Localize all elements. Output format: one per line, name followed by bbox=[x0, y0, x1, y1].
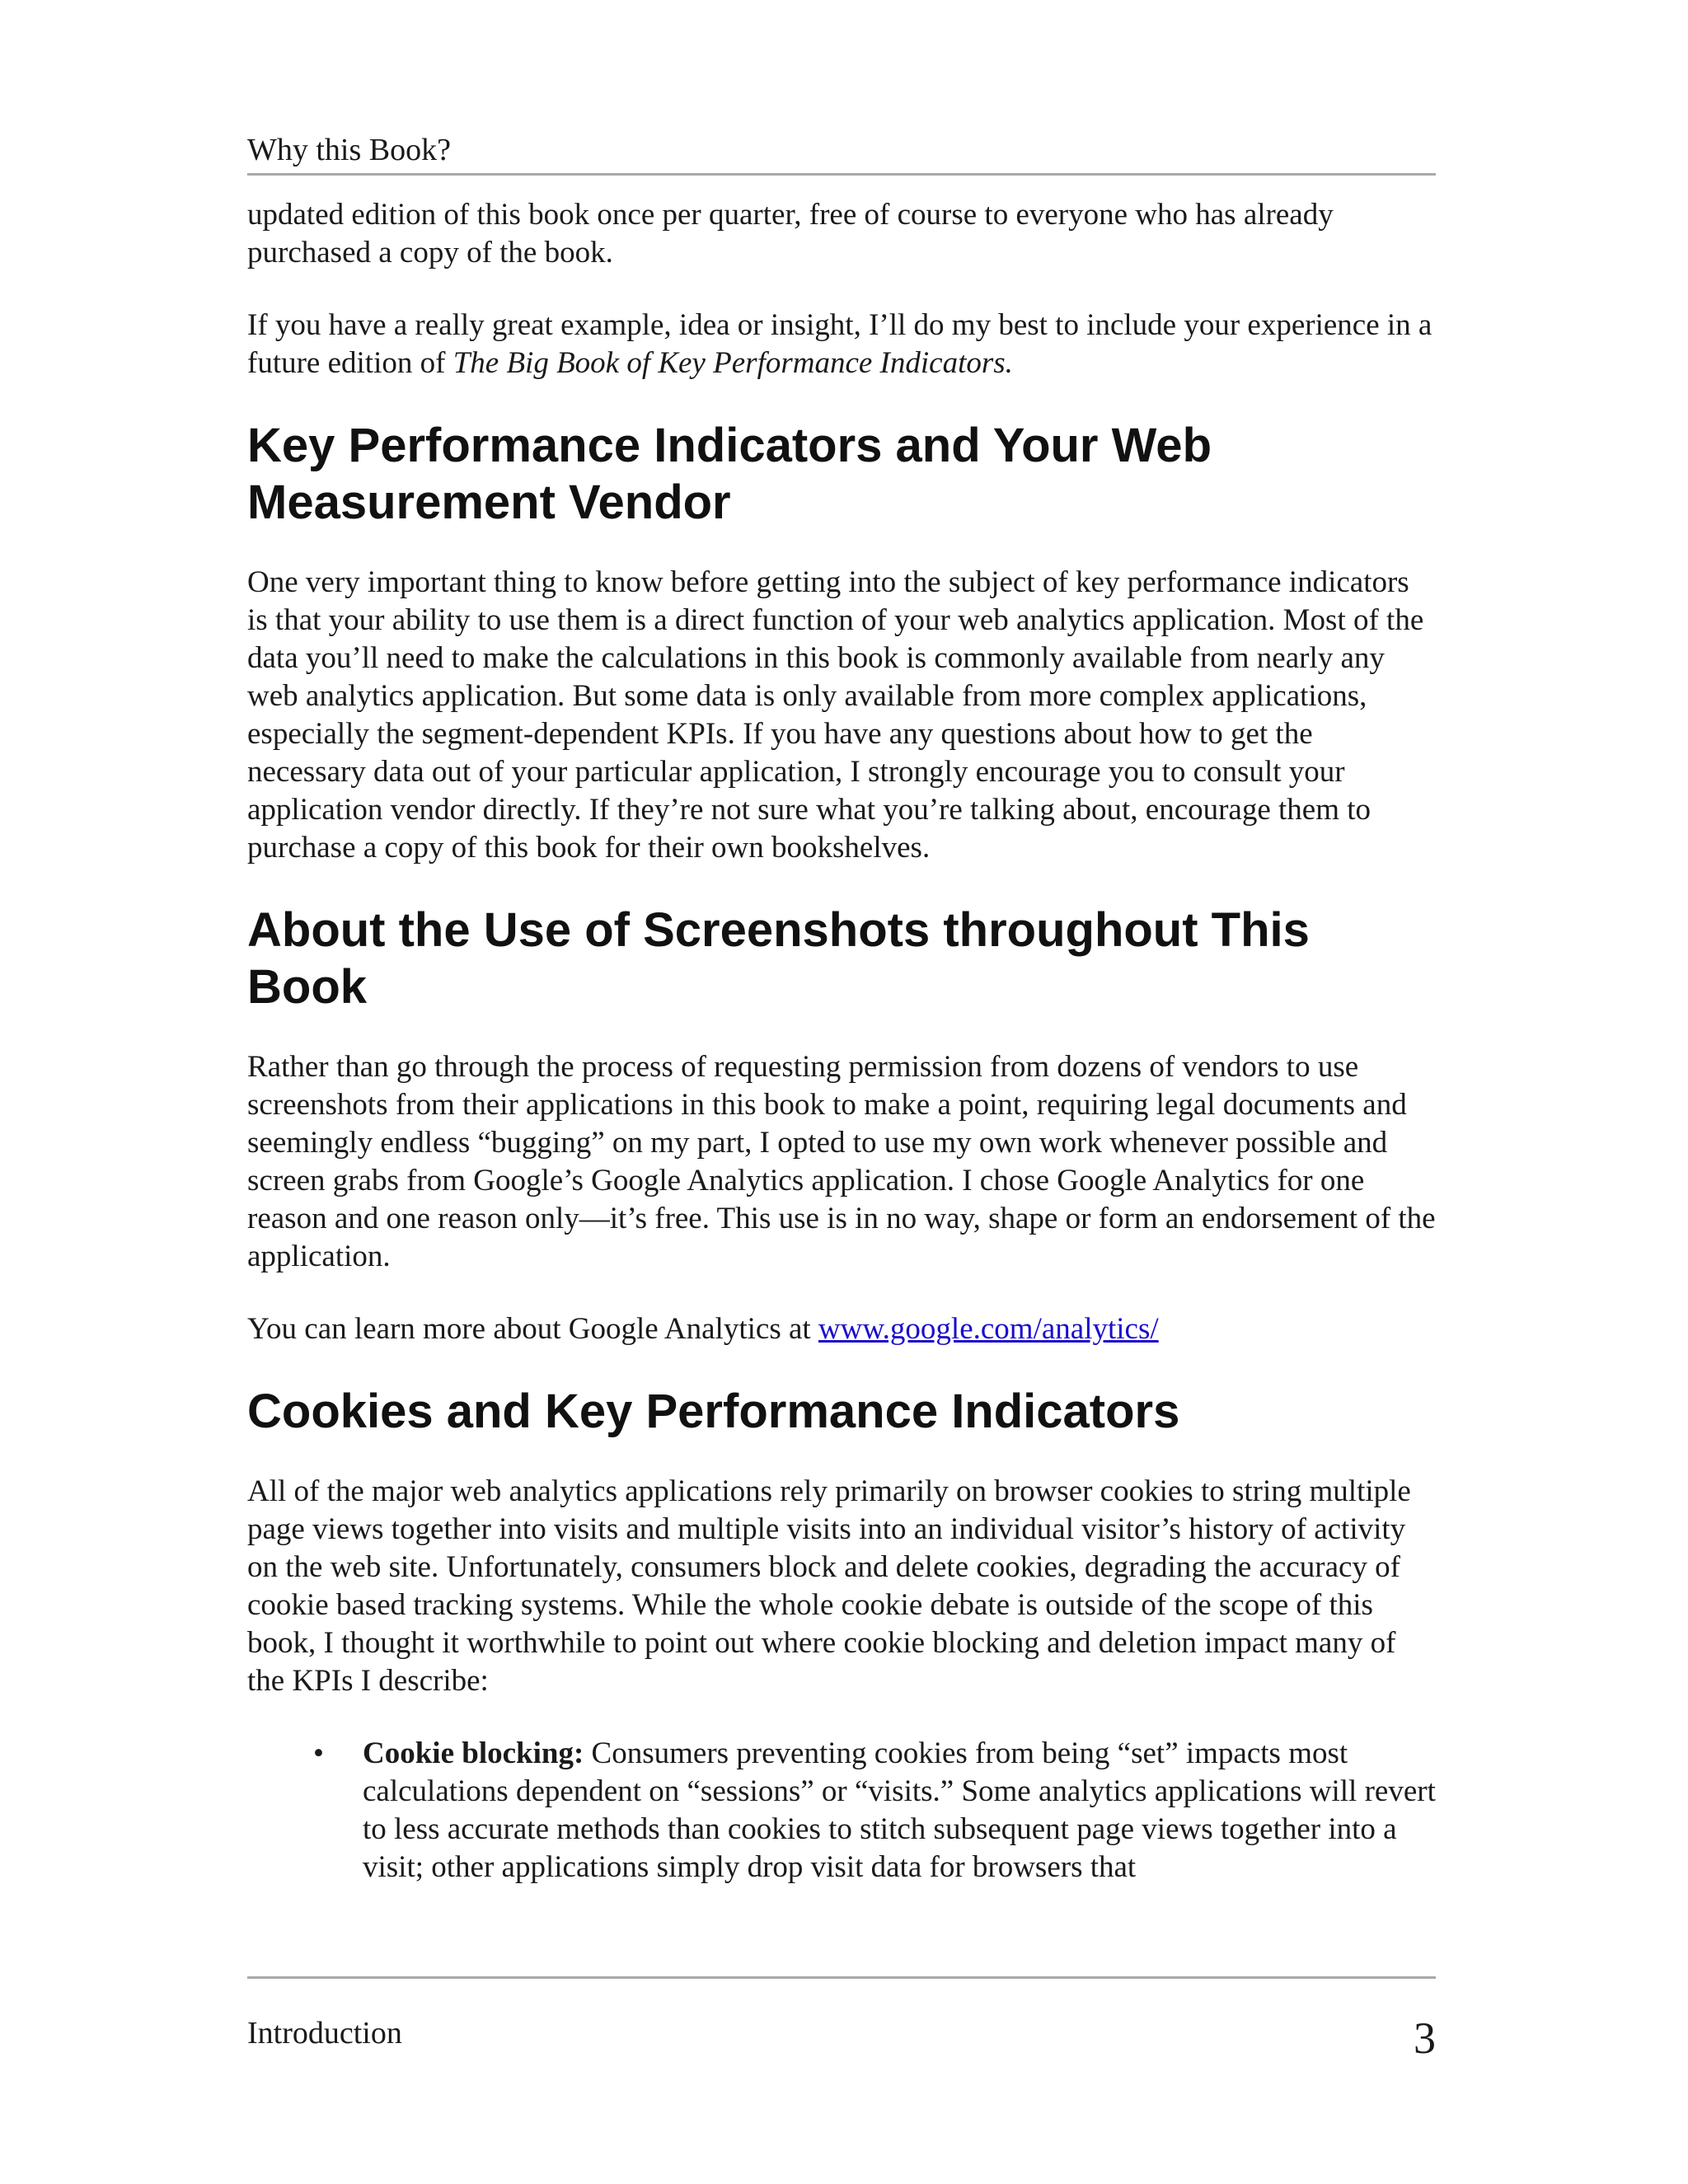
heading-kpi-vendor: Key Performance Indicators and Your Web Measurement Vendor bbox=[247, 419, 1212, 529]
book-page bbox=[247, 0, 1436, 2184]
cookies-bullet-list bbox=[247, 1735, 1436, 1886]
page-content bbox=[247, 196, 1436, 1886]
book-title-italic: The Big Book of Key Performance Indicators. bbox=[452, 346, 1013, 380]
intro-paragraph-1: updated edition of this book once per quarter, free of course to everyone who has already purchased a copy of the book. bbox=[247, 198, 1334, 269]
intro-paragraph-2 bbox=[247, 307, 1436, 382]
kpi-vendor-paragraph: One very important thing to know before getting into the subject of key performance indicators is that your ability to use them is a direct function of your web analytics application. Most of the data you’ll need to make the calculations in this book is commonly available from nearly any web analytics application. But some data is only available from more complex applications, especially the segment-dependent KPIs. If you have any questions about how to get the necessary data out of your particular application, I strongly encourage you to consult your application vendor directly. If they’re not sure what you’re talking about, encourage them to purchase a copy of this book for their own bookshelves. bbox=[247, 565, 1424, 865]
running-footer bbox=[247, 1976, 1436, 2063]
bullet-term: Cookie blocking: bbox=[363, 1736, 584, 1770]
heading-screenshots: About the Use of Screenshots throughout This Book bbox=[247, 903, 1310, 1014]
bullet-icon: • bbox=[313, 1736, 324, 1770]
running-header bbox=[247, 130, 1436, 176]
page-number: 3 bbox=[1414, 2013, 1436, 2063]
screenshots-paragraph-2-text: You can learn more about Google Analytics at bbox=[247, 1312, 818, 1346]
intro-paragraph-2-text: If you have a really great example, idea or insight, I’ll do my best to include your experience in a future edition of bbox=[247, 308, 1432, 380]
list-item bbox=[313, 1735, 1436, 1886]
footer-section-name: Introduction bbox=[247, 2016, 402, 2050]
bullet-text: Consumers preventing cookies from being “set” impacts most calculations dependent on “sessions” or “visits.” Some analytics applications will revert to less accurate methods than cookies to stitch subsequent page views together into a visit; other applications simply drop visit data for browsers that bbox=[363, 1736, 1436, 1884]
screenshots-paragraph-1: Rather than go through the process of requesting permission from dozens of vendors to use screenshots from their applications in this book to make a point, requiring legal documents and seemingly endless “bugging” on my part, I opted to use my own work whenever possible and screen grabs from Google’s Google Analytics application. I chose Google Analytics for one reason and one reason only—it’s free. This use is in no way, shape or form an endorsement of the application. bbox=[247, 1050, 1436, 1273]
cookies-paragraph: All of the major web analytics applications rely primarily on browser cookies to string multiple page views together into visits and multiple visits into an individual visitor’s history of activity on the web site. Unfortunately, consumers block and delete cookies, degrading the accuracy of cookie based tracking systems. While the whole cookie debate is outside of the scope of this book, I thought it worthwhile to point out where cookie blocking and deletion impact many of the KPIs I describe: bbox=[247, 1474, 1411, 1698]
heading-cookies: Cookies and Key Performance Indicators bbox=[247, 1385, 1180, 1438]
google-analytics-link[interactable]: www.google.com/analytics/ bbox=[818, 1312, 1159, 1346]
screenshots-paragraph-2 bbox=[247, 1310, 1436, 1348]
running-header-title: Why this Book? bbox=[247, 133, 451, 167]
